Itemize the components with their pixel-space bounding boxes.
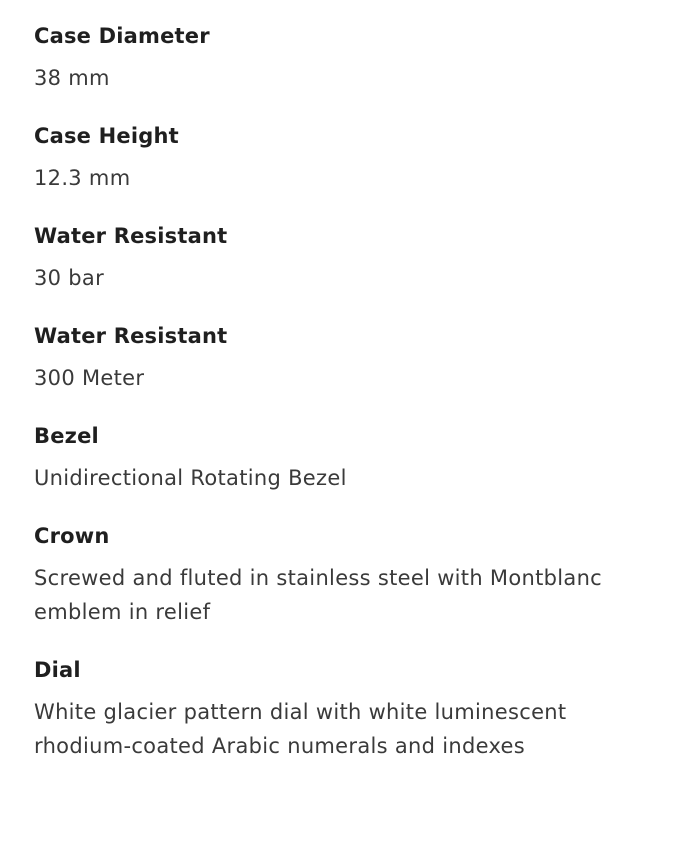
spec-case-diameter <box>34 22 666 95</box>
spec-label: Case Diameter <box>34 24 210 48</box>
spec-value: Screwed and fluted in stainless steel with Montblanc emblem in relief <box>34 566 603 624</box>
spec-water-resistant-bar <box>34 222 666 295</box>
spec-value: 300 Meter <box>34 366 145 390</box>
spec-label: Crown <box>34 524 110 548</box>
spec-value: 30 bar <box>34 266 105 290</box>
spec-label: Dial <box>34 658 81 682</box>
spec-value: Unidirectional Rotating Bezel <box>34 466 347 490</box>
spec-value: 12.3 mm <box>34 166 131 190</box>
spec-crown <box>34 522 666 629</box>
spec-value: 38 mm <box>34 66 110 90</box>
spec-label: Water Resistant <box>34 224 228 248</box>
spec-label: Water Resistant <box>34 324 228 348</box>
spec-label: Case Height <box>34 124 179 148</box>
spec-case-height <box>34 122 666 195</box>
spec-label: Bezel <box>34 424 99 448</box>
spec-water-resistant-meter <box>34 322 666 395</box>
spec-bezel <box>34 422 666 495</box>
spec-value: White glacier pattern dial with white luminescent rhodium-coated Arabic numerals and indexes <box>34 700 567 758</box>
spec-dial <box>34 656 666 763</box>
